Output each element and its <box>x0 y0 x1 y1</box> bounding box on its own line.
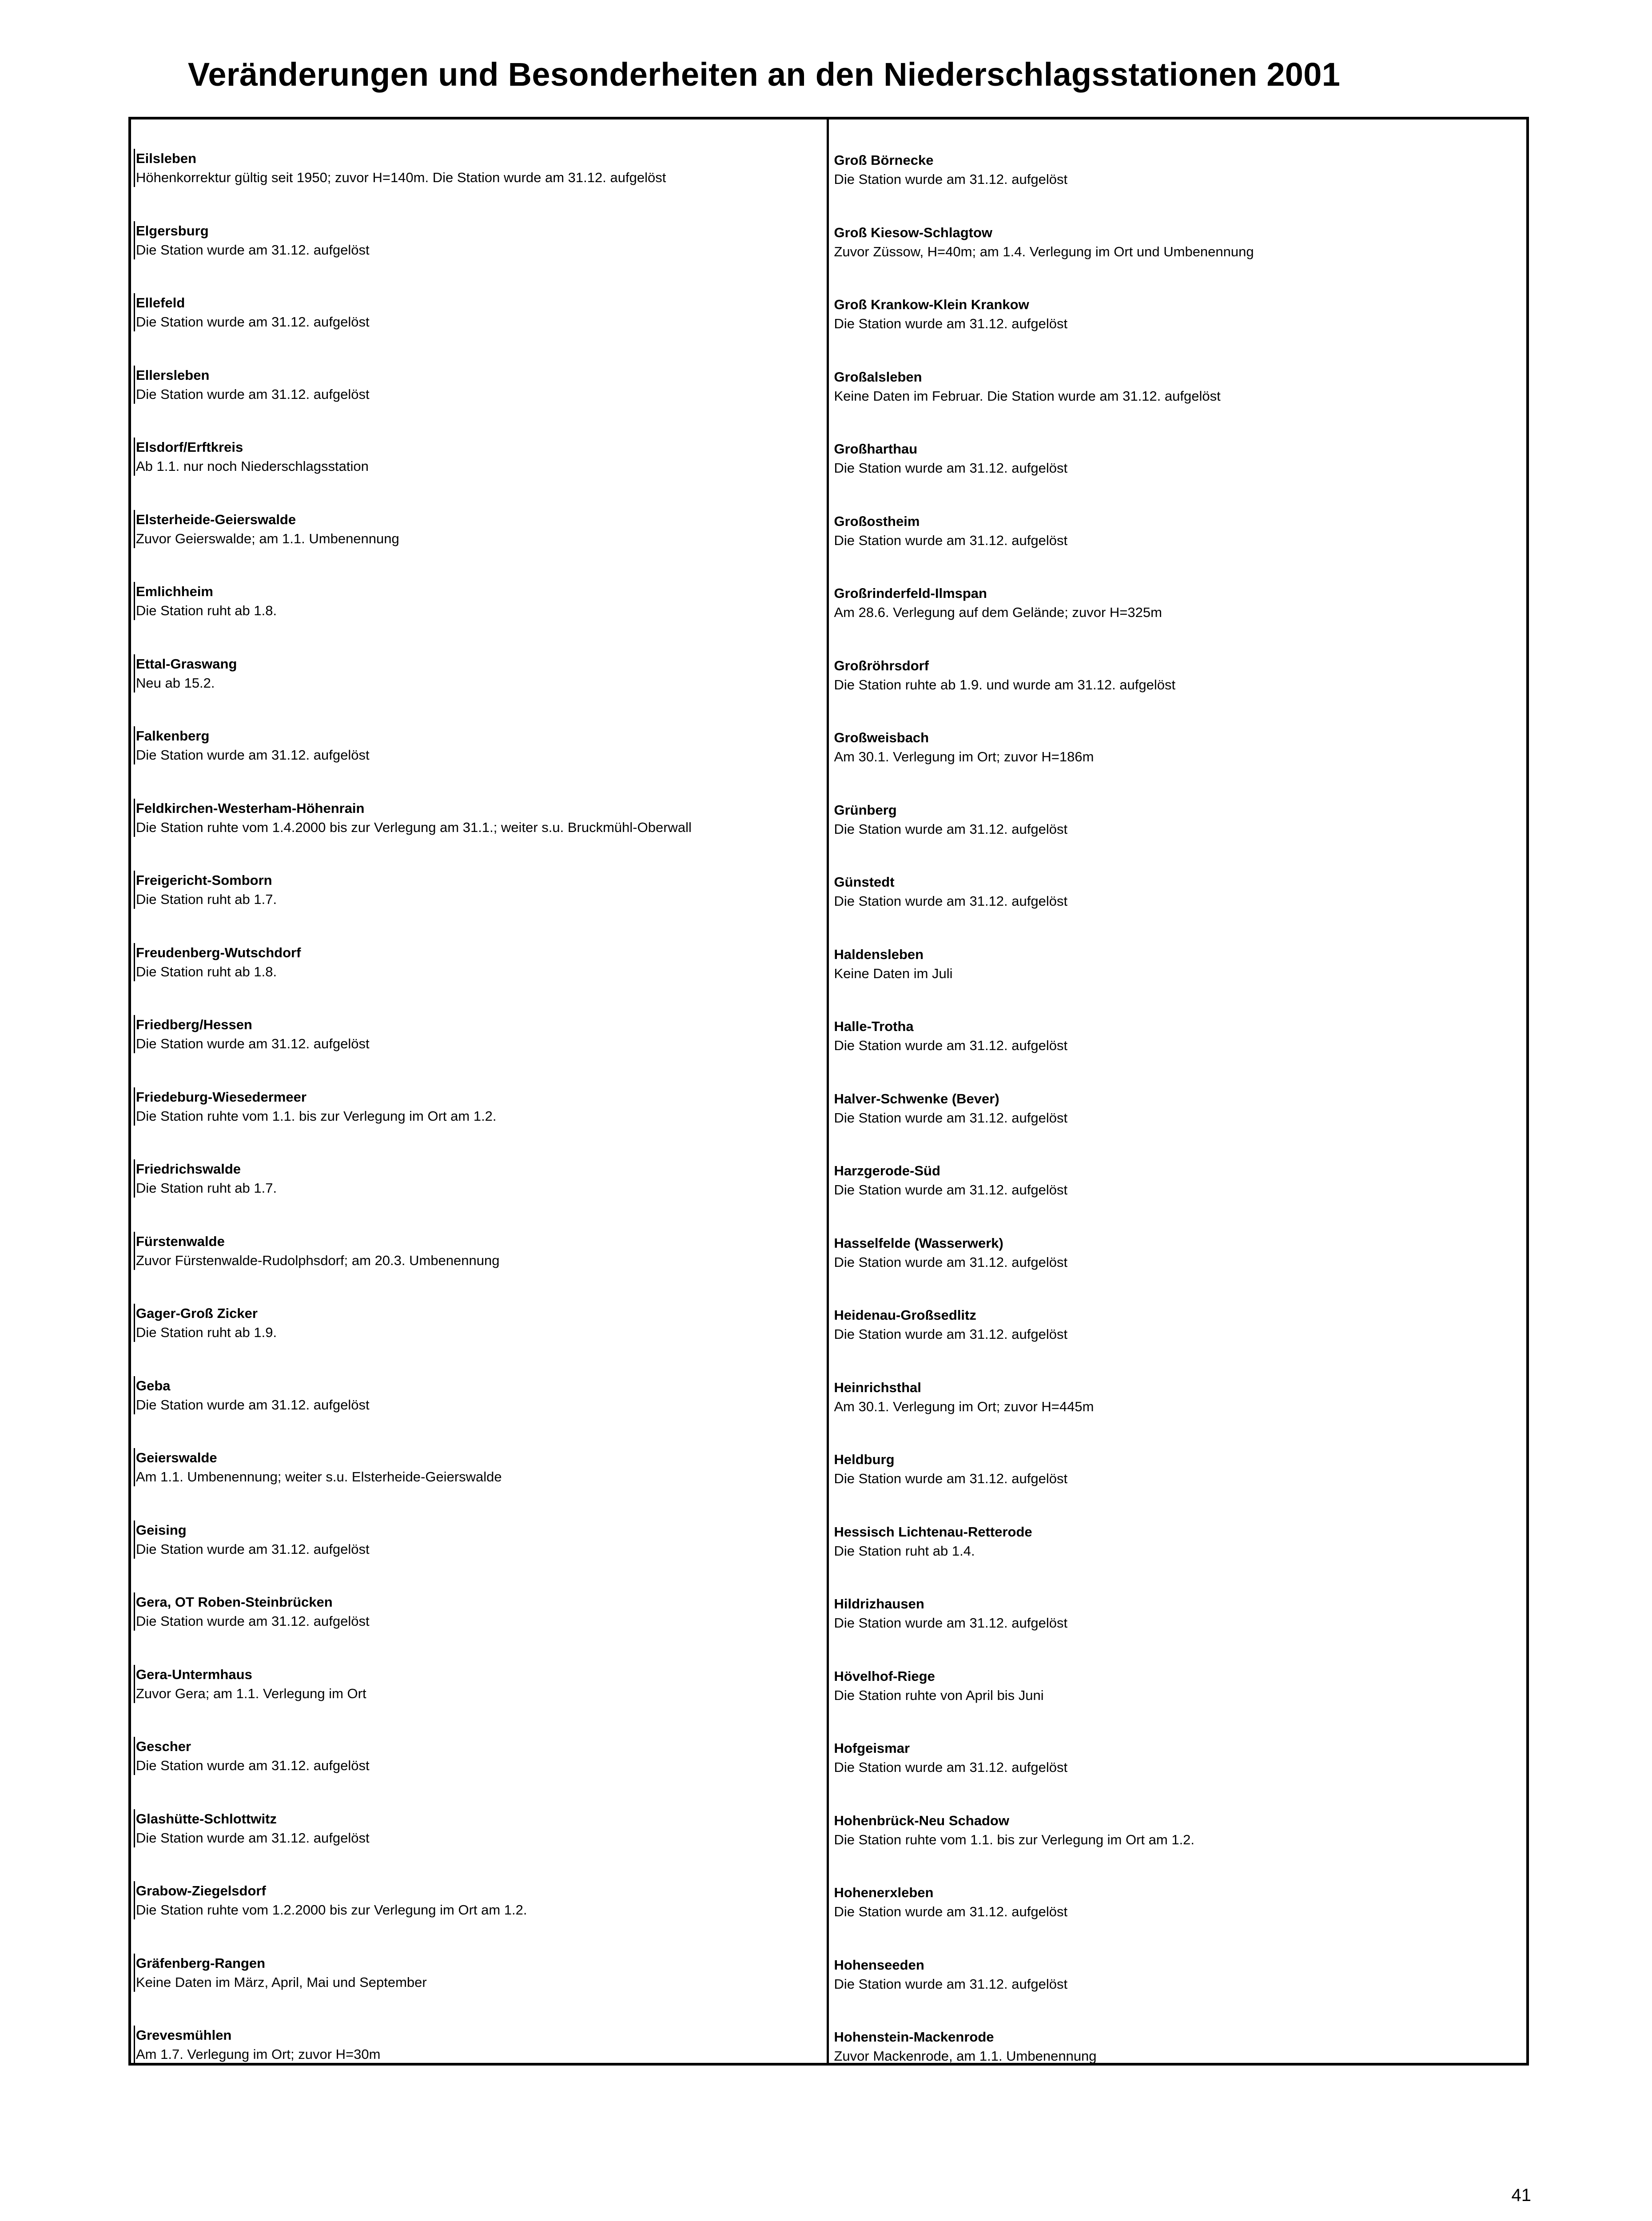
station-entry <box>829 1954 1527 2026</box>
station-entry <box>829 1376 1527 1449</box>
station-name: Geba <box>134 1376 827 1396</box>
station-entry <box>131 799 827 871</box>
station-entry <box>829 510 1527 582</box>
station-note: Die Station wurde am 31.12. aufgelöst <box>834 1038 1068 1053</box>
station-note: Die Station ruht ab 1.4. <box>834 1543 975 1559</box>
station-note: Zuvor Gera; am 1.1. Verlegung im Ort <box>134 1684 827 1703</box>
station-name: Gera, OT Roben-Steinbrücken <box>134 1592 827 1612</box>
station-note: Am 1.7. Verlegung im Ort; zuvor H=30m <box>134 2045 827 2064</box>
station-entry <box>829 799 1527 871</box>
station-entry <box>829 1448 1527 1520</box>
station-note: Zuvor Geierswalde; am 1.1. Umbenennung <box>134 529 827 548</box>
station-note: Die Station wurde am 31.12. aufgelöst <box>834 316 1068 331</box>
station-note: Keine Daten im Februar. Die Station wurde am 31.12. aufgelöst <box>834 388 1221 404</box>
station-entry <box>829 871 1527 943</box>
station-note: Die Station wurde am 31.12. aufgelöst <box>134 241 827 259</box>
station-name: Emlichheim <box>134 582 827 601</box>
station-entry <box>829 943 1527 1015</box>
station-note: Die Station ruhte ab 1.9. und wurde am 31.12. aufgelöst <box>834 677 1176 693</box>
station-name: Feldkirchen-Westerham-Höhenrain <box>134 799 827 818</box>
station-name: Grünberg <box>834 802 897 818</box>
station-entry <box>829 1087 1527 1160</box>
station-entry <box>829 582 1527 654</box>
station-entry <box>131 1448 827 1520</box>
station-name: Halver-Schwenke (Bever) <box>834 1091 999 1107</box>
station-name: Hohenbrück-Neu Schadow <box>834 1812 1009 1828</box>
station-entry <box>829 1520 1527 1593</box>
station-note: Die Station wurde am 31.12. aufgelöst <box>834 1904 1068 1919</box>
station-note: Am 30.1. Verlegung im Ort; zuvor H=445m <box>834 1398 1094 1414</box>
station-name: Heidenau-Großsedlitz <box>834 1307 976 1323</box>
station-entry <box>829 1737 1527 1809</box>
station-note: Die Station ruht ab 1.7. <box>134 890 827 909</box>
station-note: Die Station ruhte vom 1.1. bis zur Verlegung im Ort am 1.2. <box>134 1107 827 1126</box>
station-name: Grabow-Ziegelsdorf <box>134 1881 827 1901</box>
station-note: Die Station wurde am 31.12. aufgelöst <box>134 313 827 331</box>
station-note: Die Station wurde am 31.12. aufgelöst <box>134 1756 827 1775</box>
station-entry <box>131 1665 827 1737</box>
page-number: 41 <box>1511 2185 1531 2205</box>
station-entry <box>131 726 827 799</box>
station-entry <box>131 1304 827 1376</box>
station-name: Halle-Trotha <box>834 1019 914 1034</box>
station-note: Am 28.6. Verlegung auf dem Gelände; zuvor H=325m <box>834 605 1162 620</box>
station-name: Hohenstein-Mackenrode <box>834 2029 994 2045</box>
station-note: Die Station wurde am 31.12. aufgelöst <box>834 460 1068 476</box>
station-name: Freudenberg-Wutschdorf <box>134 943 827 963</box>
station-entry <box>829 726 1527 799</box>
station-table <box>128 117 1529 2066</box>
station-name: Friedrichswalde <box>134 1159 827 1179</box>
station-note: Die Station ruht ab 1.8. <box>134 963 827 981</box>
station-name: Ellersleben <box>134 366 827 385</box>
station-entry <box>131 1159 827 1232</box>
station-entry <box>829 293 1527 366</box>
station-name: Ellefeld <box>134 293 827 313</box>
station-name: Falkenberg <box>134 726 827 746</box>
station-name: Großharthau <box>834 441 918 457</box>
station-name: Großrinderfeld-Ilmspan <box>834 585 987 601</box>
station-name: Großostheim <box>834 513 920 529</box>
left-column <box>131 119 829 2063</box>
station-name: Fürstenwalde <box>134 1232 827 1251</box>
page-title: Veränderungen und Besonderheiten an den Niederschlagsstationen 2001 <box>187 56 1341 93</box>
station-note: Die Station wurde am 31.12. aufgelöst <box>134 1035 827 1053</box>
station-name: Ettal-Graswang <box>134 654 827 674</box>
station-note: Die Station wurde am 31.12. aufgelöst <box>834 1471 1068 1486</box>
station-name: Hasselfelde (Wasserwerk) <box>834 1235 1003 1251</box>
station-name: Freigericht-Somborn <box>134 871 827 890</box>
station-note: Neu ab 15.2. <box>134 674 827 693</box>
station-name: Haldensleben <box>834 946 924 962</box>
station-entry <box>131 1737 827 1809</box>
station-note: Die Station wurde am 31.12. aufgelöst <box>134 1829 827 1847</box>
station-entry <box>131 366 827 438</box>
station-entry <box>131 149 827 221</box>
station-name: Hohenerxleben <box>834 1885 934 1900</box>
station-entry <box>131 582 827 654</box>
station-name: Grevesmühlen <box>134 2026 827 2045</box>
station-entry <box>131 943 827 1015</box>
station-name: Groß Kiesow-Schlagtow <box>834 224 993 240</box>
station-entry <box>829 149 1527 221</box>
station-name: Großweisbach <box>834 730 929 745</box>
station-note: Die Station ruhte von April bis Juni <box>834 1687 1044 1703</box>
station-note: Die Station ruhte vom 1.4.2000 bis zur Verlegung am 31.1.; weiter s.u. Bruckmühl-Oberwall <box>134 818 827 837</box>
station-name: Hövelhof-Riege <box>834 1668 935 1684</box>
station-note: Die Station ruhte vom 1.2.2000 bis zur Verlegung im Ort am 1.2. <box>134 1901 827 1919</box>
station-entry <box>131 871 827 943</box>
station-name: Günstedt <box>834 874 895 890</box>
station-name: Gager-Groß Zicker <box>134 1304 827 1323</box>
station-note: Die Station wurde am 31.12. aufgelöst <box>134 1396 827 1414</box>
station-name: Gescher <box>134 1737 827 1756</box>
station-entry <box>829 221 1527 294</box>
station-note: Die Station wurde am 31.12. aufgelöst <box>134 746 827 764</box>
station-note: Am 30.1. Verlegung im Ort; zuvor H=186m <box>834 749 1094 764</box>
station-name: Hohenseeden <box>834 1957 924 1973</box>
station-name: Gräfenberg-Rangen <box>134 1954 827 1973</box>
station-note: Die Station ruht ab 1.9. <box>134 1323 827 1342</box>
station-entry <box>131 1232 827 1304</box>
right-column <box>829 119 1527 2063</box>
station-entry <box>131 1376 827 1449</box>
station-entry <box>131 1592 827 1665</box>
station-note: Die Station wurde am 31.12. aufgelöst <box>834 893 1068 909</box>
station-note: Die Station wurde am 31.12. aufgelöst <box>834 1182 1068 1198</box>
station-name: Elgersburg <box>134 221 827 241</box>
station-name: Eilsleben <box>134 149 827 168</box>
station-name: Harzgerode-Süd <box>834 1163 940 1178</box>
station-entry <box>131 1954 827 2026</box>
station-entry <box>829 2026 1527 2098</box>
station-entry <box>829 1304 1527 1376</box>
station-entry <box>829 366 1527 438</box>
station-note: Die Station wurde am 31.12. aufgelöst <box>834 171 1068 187</box>
station-note: Die Station wurde am 31.12. aufgelöst <box>834 1110 1068 1126</box>
station-note: Die Station wurde am 31.12. aufgelöst <box>134 1612 827 1631</box>
station-entry <box>829 438 1527 510</box>
station-name: Friedberg/Hessen <box>134 1015 827 1035</box>
station-note: Keine Daten im Juli <box>834 965 953 981</box>
station-name: Groß Krankow-Klein Krankow <box>834 297 1029 312</box>
station-entry <box>131 293 827 366</box>
station-note: Die Station wurde am 31.12. aufgelöst <box>134 385 827 404</box>
station-note: Die Station wurde am 31.12. aufgelöst <box>834 1615 1068 1631</box>
station-entry <box>131 654 827 727</box>
station-note: Die Station wurde am 31.12. aufgelöst <box>834 1976 1068 1992</box>
station-entry <box>829 1665 1527 1737</box>
station-entry <box>829 1592 1527 1665</box>
station-note: Die Station ruht ab 1.8. <box>134 601 827 620</box>
station-name: Gera-Untermhaus <box>134 1665 827 1684</box>
station-note: Die Station wurde am 31.12. aufgelöst <box>834 1326 1068 1342</box>
station-name: Hofgeismar <box>834 1740 910 1756</box>
station-entry <box>131 1520 827 1593</box>
station-entry <box>829 654 1527 727</box>
station-name: Hildrizhausen <box>834 1596 924 1612</box>
station-entry <box>131 1015 827 1087</box>
station-entry <box>829 1015 1527 1087</box>
station-name: Groß Börnecke <box>834 152 934 168</box>
station-name: Heinrichsthal <box>834 1379 921 1395</box>
station-name: Elsterheide-Geierswalde <box>134 510 827 529</box>
station-name: Heldburg <box>834 1452 895 1467</box>
station-note: Die Station wurde am 31.12. aufgelöst <box>834 532 1068 548</box>
station-note: Am 1.1. Umbenennung; weiter s.u. Elsterheide-Geierswalde <box>134 1468 827 1486</box>
station-note: Zuvor Fürstenwalde-Rudolphsdorf; am 20.3. Umbenennung <box>134 1251 827 1270</box>
station-note: Die Station ruht ab 1.7. <box>134 1179 827 1198</box>
station-entry <box>829 1232 1527 1304</box>
station-name: Geising <box>134 1520 827 1540</box>
station-name: Glashütte-Schlottwitz <box>134 1809 827 1829</box>
station-note: Die Station wurde am 31.12. aufgelöst <box>134 1540 827 1559</box>
station-entry <box>829 1809 1527 1882</box>
station-entry <box>829 1881 1527 1954</box>
station-entry <box>131 1087 827 1160</box>
station-name: Großröhrsdorf <box>834 657 929 673</box>
station-entry <box>131 2026 827 2098</box>
station-entry <box>829 1159 1527 1232</box>
station-note: Zuvor Mackenrode, am 1.1. Umbenennung <box>834 2048 1097 2064</box>
station-name: Großalsleben <box>834 369 922 385</box>
station-name: Friedeburg-Wiesedermeer <box>134 1087 827 1107</box>
station-note: Die Station wurde am 31.12. aufgelöst <box>834 1254 1068 1270</box>
station-entry <box>131 438 827 510</box>
station-entry <box>131 1881 827 1954</box>
station-note: Zuvor Züssow, H=40m; am 1.4. Verlegung im Ort und Umbenennung <box>834 243 1254 259</box>
station-name: Elsdorf/Erftkreis <box>134 438 827 457</box>
station-note: Die Station wurde am 31.12. aufgelöst <box>834 1759 1068 1775</box>
station-entry <box>131 1809 827 1882</box>
station-entry <box>131 221 827 294</box>
station-note: Keine Daten im März, April, Mai und September <box>134 1973 827 1992</box>
station-note: Die Station ruhte vom 1.1. bis zur Verlegung im Ort am 1.2. <box>834 1831 1195 1847</box>
station-note: Ab 1.1. nur noch Niederschlagsstation <box>134 457 827 476</box>
station-note: Die Station wurde am 31.12. aufgelöst <box>834 821 1068 837</box>
station-name: Hessisch Lichtenau-Retterode <box>834 1524 1032 1540</box>
station-name: Geierswalde <box>134 1448 827 1468</box>
station-note: Höhenkorrektur gültig seit 1950; zuvor H=140m. Die Station wurde am 31.12. aufgelöst <box>134 168 827 187</box>
station-entry <box>131 510 827 582</box>
